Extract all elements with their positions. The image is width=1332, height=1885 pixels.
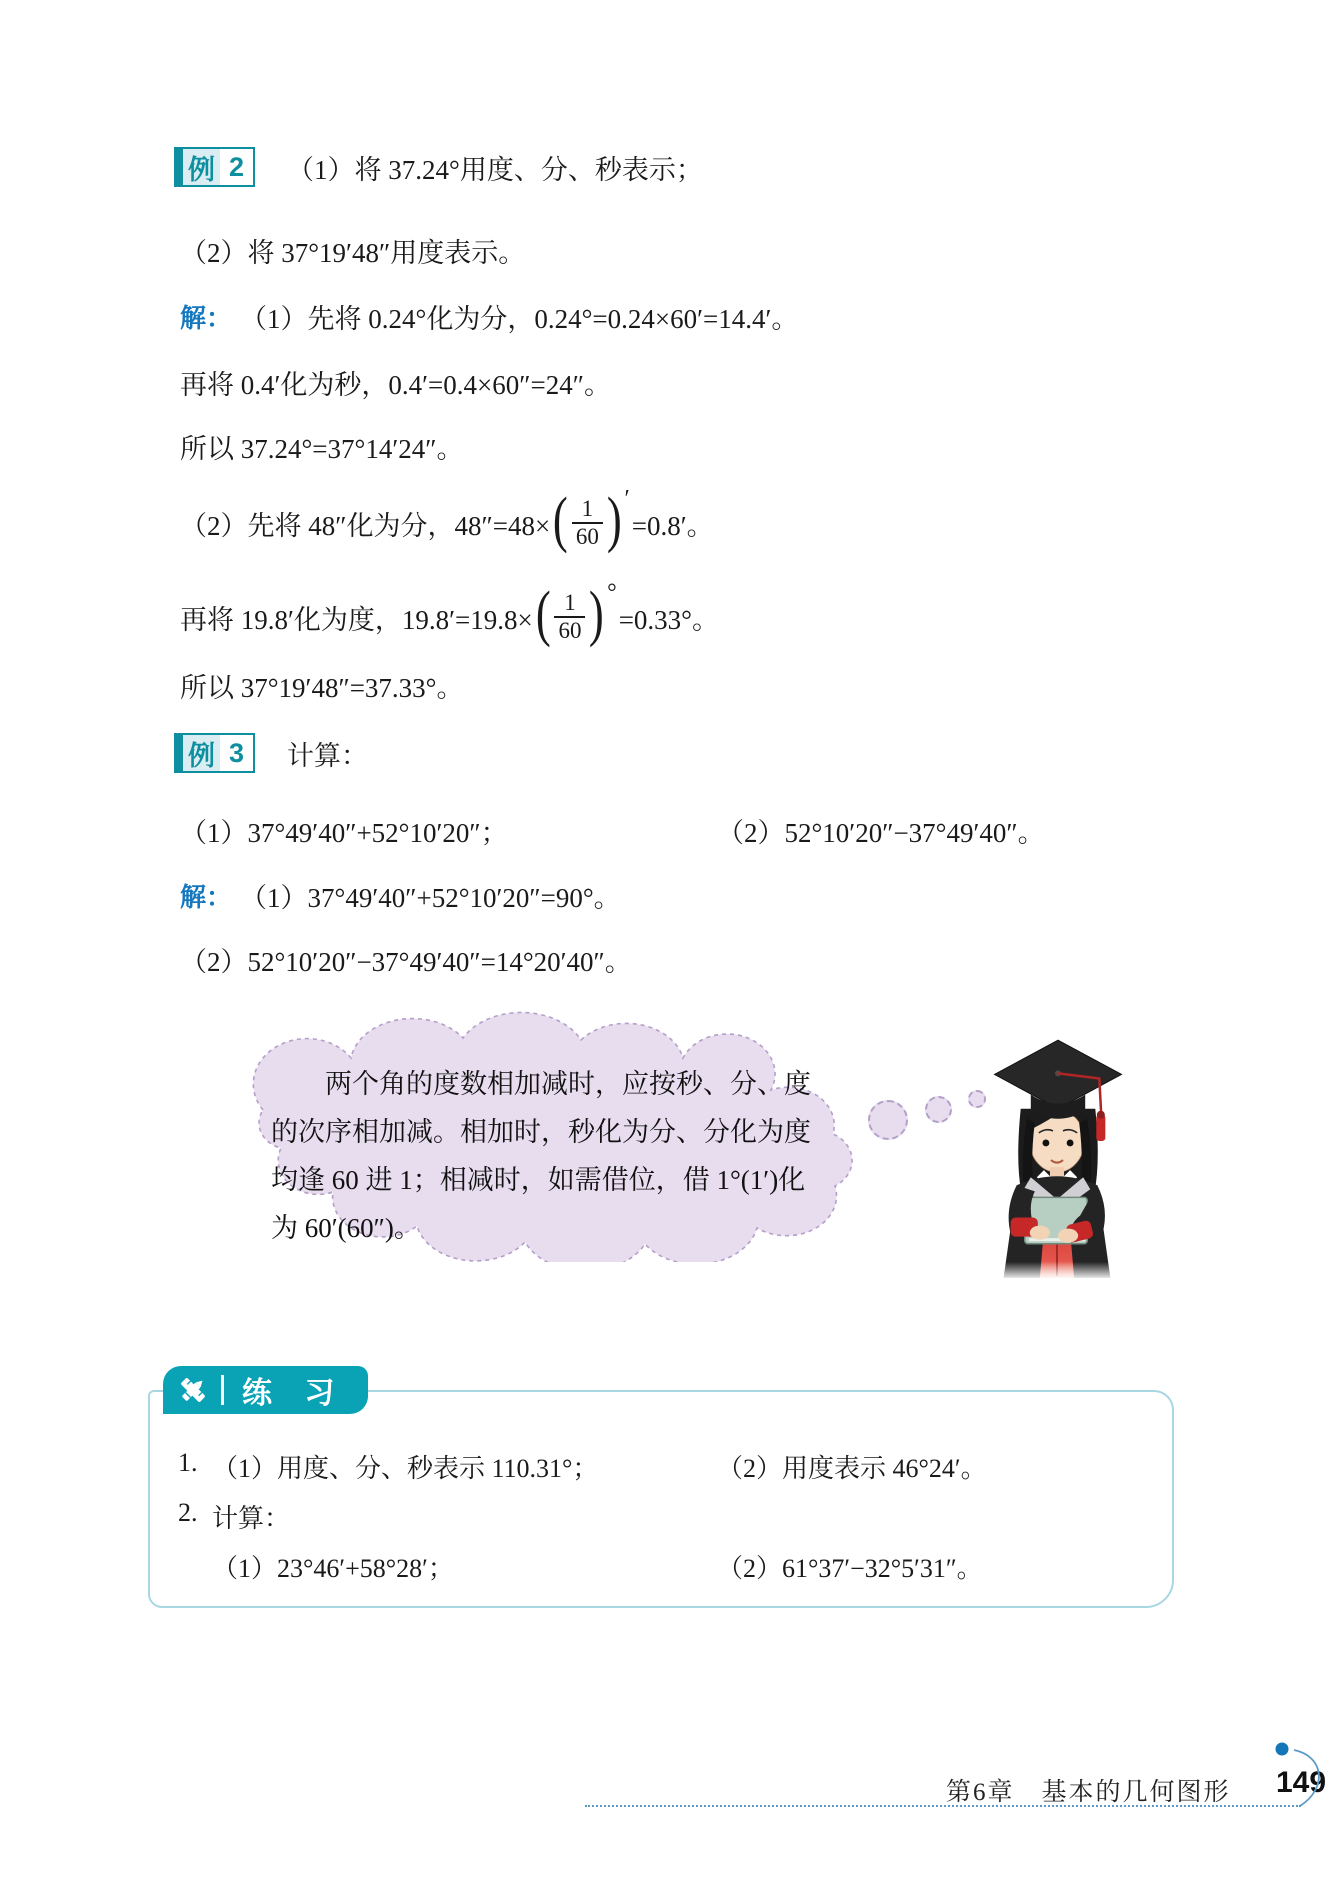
fraction [572, 496, 603, 551]
footer-dotted-line [585, 1805, 1301, 1807]
solution-text: 所以 37°19′48″=37.33°。 [180, 673, 464, 703]
practice-item: （1）用度、分、秒表示 110.31°； [212, 1454, 599, 1483]
example2-solution-line2 [180, 363, 611, 402]
fraction [554, 590, 585, 645]
thought-dot [868, 1100, 908, 1140]
badge-bar [176, 149, 183, 185]
badge-number: 3 [220, 735, 253, 771]
example2-solution-line5: 再将 19.8′化为度，19.8′=19.8× ( $\frac{1}{60}$ ) ° =0.33°。 [180, 579, 719, 648]
footer-page-number: 149 [1276, 1766, 1327, 1799]
badge-number: 2 [220, 149, 253, 185]
footer-dot-arc [1272, 1740, 1332, 1812]
solution-text: 所以 37.24°=37°14′24″。 [180, 434, 464, 464]
solution-text: =0.8′。 [631, 510, 714, 541]
solution-label: 解： [180, 303, 233, 333]
practice-tab [163, 1366, 368, 1414]
paren-superscript: ° [607, 579, 617, 606]
badge-bar [176, 735, 183, 771]
practice-item: （2）61°37′−32°5′31″。 [717, 1554, 983, 1583]
example3-solution-line1 [180, 876, 621, 915]
example2-problem2-line [180, 231, 525, 270]
solution-text: =0.33°。 [618, 604, 719, 635]
practice-row-1 [178, 1448, 987, 1485]
badge-label: 例 [183, 735, 220, 771]
graduate-illustration [980, 1018, 1136, 1280]
practice-item: （2）用度表示 46°24′。 [717, 1454, 987, 1483]
fraction-denominator: 60 [572, 522, 603, 550]
example3-problem1: （1）37°49′40″+52°10′20″； [180, 818, 508, 848]
paren-superscript: ′ [624, 485, 630, 512]
tab-divider [221, 1375, 224, 1405]
practice-tab-label: 练 习 [242, 1377, 347, 1410]
cloud-text: 两个角的度数相加减时，应按秒、分、度的次序相加减。相加时，秒化为分、分化为度均逢 60 进 1；相减时，如需借位，借 1°(1′)化为 60′(60″)。 [271, 1069, 811, 1243]
example2-solution-line4: （2）先将 48″化为分，48″=48× ( $\frac{1}{60}$ ) ′ =0.8′。 [180, 485, 714, 554]
example2-solution-line1 [180, 297, 798, 336]
solution-text: （2）先将 48″化为分，48″=48× [180, 510, 551, 541]
solution-label: 解： [180, 882, 233, 912]
solution-text: 再将 0.4′化为秒，0.4′=0.4×60″=24″。 [180, 370, 611, 400]
solution-text: （2）52°10′20″−37°49′40″=14°20′40″。 [180, 947, 632, 977]
example3-badge [174, 733, 255, 773]
practice-row-2 [178, 1498, 290, 1535]
solution-text: 再将 19.8′化为度，19.8′=19.8× [180, 604, 533, 635]
item-number: 2. [178, 1498, 198, 1527]
example2-solution-line6 [180, 666, 463, 705]
example3-solution-line2 [180, 940, 632, 979]
example3-problem2: （2）52°10′20″−37°49′40″。 [717, 818, 1045, 848]
graduate-svg [980, 1018, 1136, 1280]
item-number: 1. [178, 1448, 198, 1477]
thought-cloud [205, 1004, 877, 1262]
practice-item: （1）23°46′+58°28′； [212, 1554, 454, 1583]
example2-header [174, 147, 703, 187]
example3-header [174, 733, 368, 773]
footer-chapter: 第6章 基本的几何图形 [946, 1779, 1231, 1806]
example2-problem2: （2）将 37°19′48″用度表示。 [180, 238, 526, 268]
example2-badge [174, 147, 255, 187]
example3-title: 计算： [287, 740, 369, 771]
fraction-numerator: 1 [564, 589, 576, 615]
badge-label: 例 [183, 149, 220, 185]
fraction-denominator: 60 [554, 616, 585, 644]
example3-problems [180, 811, 1045, 850]
fraction-numerator: 1 [581, 495, 594, 521]
practice-row-3 [212, 1548, 983, 1585]
solution-text: （1）37°49′40″+52°10′20″=90°。 [240, 883, 621, 913]
thought-dot [925, 1096, 952, 1123]
practice-item: 计算： [212, 1504, 291, 1533]
solution-text: （1）先将 0.24°化为分，0.24°=0.24×60′=14.4′。 [240, 304, 799, 334]
ruler-pencil-icon [177, 1374, 209, 1406]
example2-problem1: （1）将 37.24°用度、分、秒表示； [287, 154, 703, 185]
example2-solution-line3 [180, 427, 463, 466]
